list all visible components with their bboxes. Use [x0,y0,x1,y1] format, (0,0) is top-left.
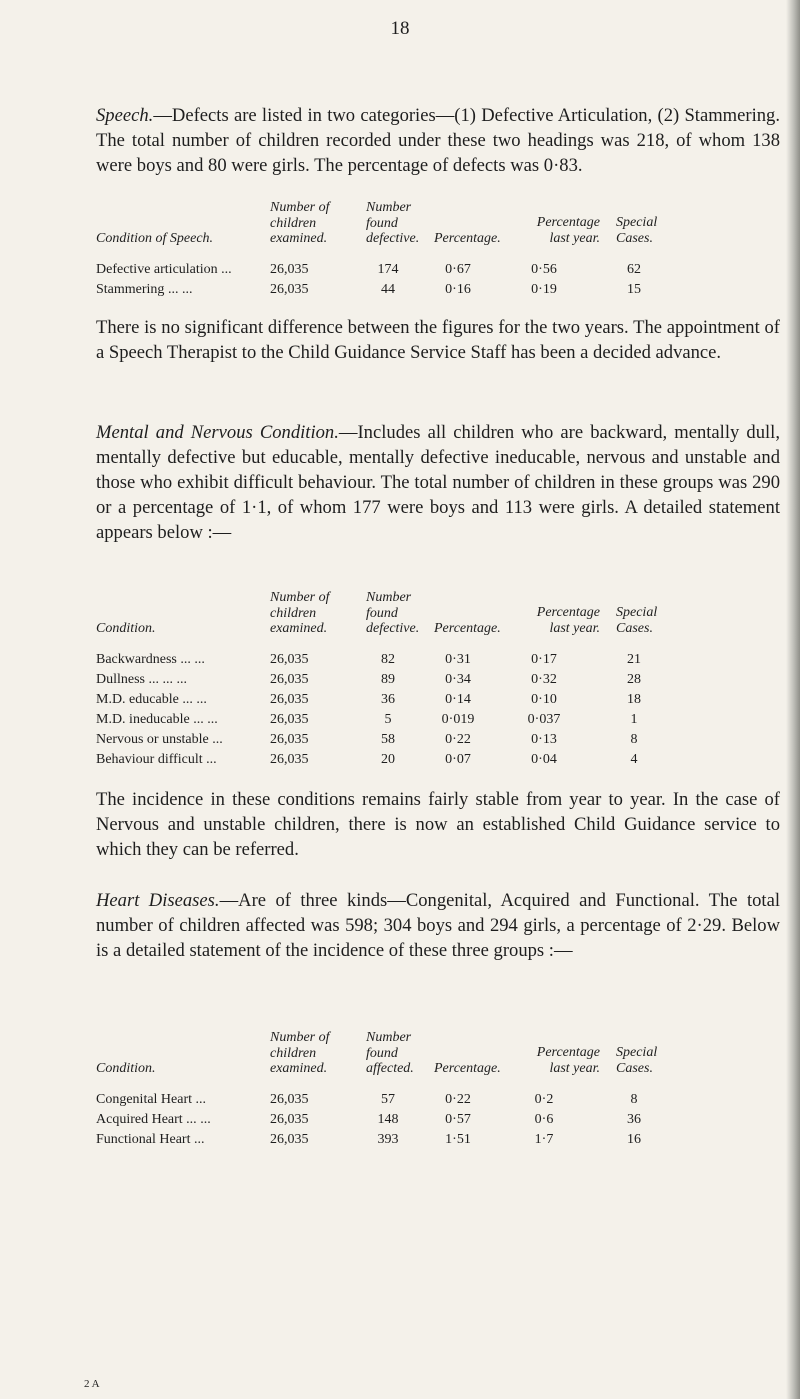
table-row [96,262,780,282]
row-condition: Nervous or unstable ... [96,732,223,747]
table-row [96,692,780,712]
col-last-year-header: Percentage last year. [536,605,600,636]
row-percentage: 0·22 [445,732,471,747]
row-found: 82 [381,652,395,667]
row-found: 58 [381,732,395,747]
row-found: 5 [384,712,392,727]
col-condition-header: Condition. [96,1061,156,1076]
speech-intro-text: —Defects are listed in two categories—(1) Defective Articulation, (2) Stammering. The total number of children recorded under these two headings was 218, of whom 138 were boys and 80 were girls. The percentage of defects was 0·83. [96,105,780,176]
row-special: 1 [630,712,638,727]
col-found-header: Number found affected. [366,1030,414,1076]
heart-intro-paragraph [96,888,780,963]
row-special: 4 [630,752,638,767]
row-special: 8 [630,1092,638,1107]
heart-table-header [96,1030,780,1092]
heart-intro-text: —Are of three kinds—Congenital, Acquired and Functional. The total number of children affected was 598; 304 boys and 294 girls, a percentage of 2·29. Below is a detailed statement of the incidence of these three groups :— [96,890,781,961]
row-examined: 26,035 [270,752,309,767]
row-special: 36 [627,1112,641,1127]
row-percentage: 0·57 [445,1112,471,1127]
row-condition: Behaviour difficult ... [96,752,217,767]
row-last-year: 0·037 [527,712,561,727]
row-percentage: 1·51 [445,1132,471,1147]
row-found: 44 [381,282,395,297]
col-examined-header: Number of children examined. [270,1030,330,1076]
table-row [96,712,780,732]
heart-table [96,1030,780,1152]
col-found-header: Number found defective. [366,200,420,246]
table-row [96,1092,780,1112]
row-condition: Backwardness ... ... [96,652,205,667]
table-row [96,652,780,672]
table-row [96,752,780,772]
row-found: 174 [377,262,399,277]
col-examined-header: Number of children examined. [270,200,330,246]
mental-heading: Mental and Nervous Condition. [96,422,339,443]
row-examined: 26,035 [270,732,309,747]
col-found-header: Number found defective. [366,590,420,636]
row-condition: Stammering ... ... [96,282,193,297]
mental-after-paragraph: The incidence in these conditions remains fairly stable from year to year. In the case of Nervous and unstable children, there is now an established Child Guidance service to which they can be referred. [96,789,780,860]
row-percentage: 0·22 [445,1092,471,1107]
row-special: 18 [627,692,641,707]
row-examined: 26,035 [270,1092,309,1107]
col-last-year-header: Percentage last year. [536,1045,600,1076]
row-last-year: 0·32 [531,672,557,687]
row-found: 393 [377,1132,399,1147]
speech-table-header [96,200,780,262]
table-row [96,1132,780,1152]
row-last-year: 0·17 [531,652,557,667]
row-percentage: 0·019 [441,712,475,727]
mental-table [96,590,780,772]
row-condition: Acquired Heart ... ... [96,1112,211,1127]
row-found: 148 [377,1112,399,1127]
row-examined: 26,035 [270,1112,309,1127]
col-condition-header: Condition. [96,621,156,636]
row-percentage: 0·07 [445,752,471,767]
col-percentage-header: Percentage. [434,1061,501,1076]
row-last-year: 0·13 [531,732,557,747]
row-condition: Defective articulation ... [96,262,232,277]
row-found: 20 [381,752,395,767]
row-examined: 26,035 [270,692,309,707]
speech-after-paragraph: There is no significant difference between the figures for the two years. The appointment of a Speech Therapist to the Child Guidance Service Staff has been a decided advance. [96,317,780,363]
row-examined: 26,035 [270,672,309,687]
table-row [96,672,780,692]
page-edge-shadow [786,0,800,1399]
col-special-header: Special Cases. [616,605,658,636]
mental-intro-text: —Includes all children who are backward, mentally dull, mentally defective but educable, mentally defective ineducable, nervous and unstable and those who exhibit difficult behaviour. The total number of children in these groups was 290 or a percentage of 1·1, of whom 177 were boys and 113 were girls. A detailed statement appears below :— [96,422,780,543]
col-condition-header: Condition of Speech. [96,231,214,246]
signature-mark: 2 A [84,1378,100,1390]
row-examined: 26,035 [270,652,309,667]
row-examined: 26,035 [270,1132,309,1147]
row-last-year: 0·2 [534,1092,554,1107]
col-special-header: Special Cases. [616,215,658,246]
row-percentage: 0·34 [445,672,471,687]
col-special-header: Special Cases. [616,1045,658,1076]
row-condition: Congenital Heart ... [96,1092,207,1107]
row-special: 16 [627,1132,641,1147]
row-last-year: 0·10 [531,692,557,707]
row-last-year: 0·6 [534,1112,554,1127]
table-row [96,732,780,752]
table-row [96,1112,780,1132]
col-percentage-header: Percentage. [434,231,501,246]
row-percentage: 0·14 [445,692,471,707]
col-last-year-header: Percentage last year. [536,215,600,246]
row-found: 57 [381,1092,395,1107]
row-percentage: 0·16 [445,282,471,297]
row-examined: 26,035 [270,262,309,277]
col-examined-header: Number of children examined. [270,590,330,636]
row-found: 36 [381,692,395,707]
row-special: 15 [627,282,641,297]
row-last-year: 0·19 [531,282,557,297]
row-condition: Dullness ... ... ... [96,672,187,687]
row-special: 21 [627,652,641,667]
row-special: 8 [630,732,638,747]
row-last-year: 0·56 [531,262,557,277]
speech-intro-paragraph [96,103,780,178]
row-special: 28 [627,672,641,687]
table-row [96,282,780,302]
page-number: 18 [390,18,410,39]
row-found: 89 [381,672,395,687]
speech-table [96,200,780,302]
row-condition: M.D. educable ... ... [96,692,207,707]
row-condition: Functional Heart ... [96,1132,205,1147]
row-percentage: 0·67 [445,262,471,277]
heart-heading: Heart Diseases. [96,890,220,911]
mental-intro-paragraph [96,420,780,545]
row-last-year: 1·7 [534,1132,554,1147]
row-percentage: 0·31 [445,652,471,667]
row-examined: 26,035 [270,712,309,727]
row-condition: M.D. ineducable ... ... [96,712,218,727]
speech-heading: Speech. [96,105,154,126]
mental-table-header [96,590,780,652]
col-percentage-header: Percentage. [434,621,501,636]
row-last-year: 0·04 [531,752,557,767]
row-special: 62 [627,262,641,277]
row-examined: 26,035 [270,282,309,297]
